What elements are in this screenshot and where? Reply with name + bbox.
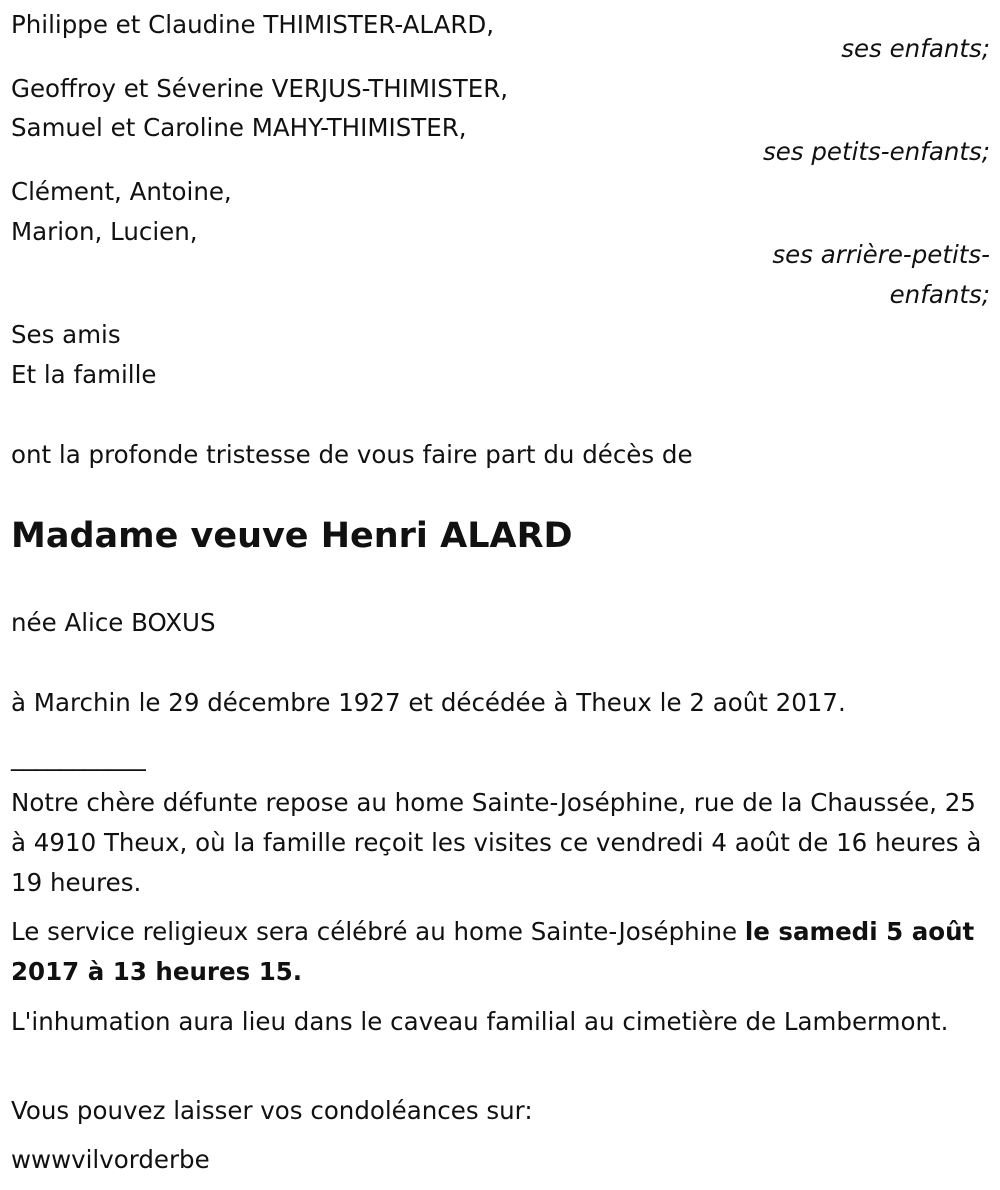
burial-paragraph: L'inhumation aura lieu dans le caveau familial au cimetière de Lambermont.: [11, 1007, 949, 1036]
great-grandchildren-label-line-2: enfants;: [889, 280, 990, 309]
condolences-text: Vous pouvez laisser vos condoléances sur:: [11, 1096, 533, 1125]
service-date-time: le samedi 5 août 2017 à 13 heures 15.: [11, 917, 975, 986]
grandchildren-label: ses petits-enfants;: [762, 137, 990, 166]
family-line: Et la famille: [11, 360, 157, 389]
maiden-name: née Alice BOXUS: [11, 608, 216, 637]
great-grandchildren-label-line-1: ses arrière-petits-: [772, 240, 990, 269]
visitation-paragraph: Notre chère défunte repose au home Sainte-Joséphine, rue de la Chaussée, 25 à 4910 Theux, où la famille reçoit les visites ce vendredi 4 août de 16 heures à 19 heures.: [11, 788, 982, 897]
children-label: ses enfants;: [841, 34, 990, 63]
deceased-name: Madame veuve Henri ALARD: [11, 516, 573, 556]
birth-death-dates: à Marchin le 29 décembre 1927 et décédée à Theux le 2 août 2017.: [11, 688, 846, 717]
great-grandchildren-name-2: Marion, Lucien,: [11, 217, 198, 246]
friends-line: Ses amis: [11, 320, 121, 349]
grandchildren-name-2: Samuel et Caroline MAHY-THIMISTER,: [11, 113, 467, 142]
children-names: Philippe et Claudine THIMISTER-ALARD,: [11, 10, 495, 39]
service-text: Le service religieux sera célébré au home Sainte-Joséphine: [11, 917, 745, 946]
service-paragraph: [11, 912, 986, 992]
great-grandchildren-name-1: Clément, Antoine,: [11, 177, 232, 206]
grandchildren-name-1: Geoffroy et Séverine VERJUS-THIMISTER,: [11, 74, 509, 103]
separator-line: ___________: [11, 742, 146, 771]
website-link[interactable]: wwwvilvorderbe: [11, 1145, 210, 1174]
announcement-intro: ont la profonde tristesse de vous faire part du décès de: [11, 440, 693, 469]
